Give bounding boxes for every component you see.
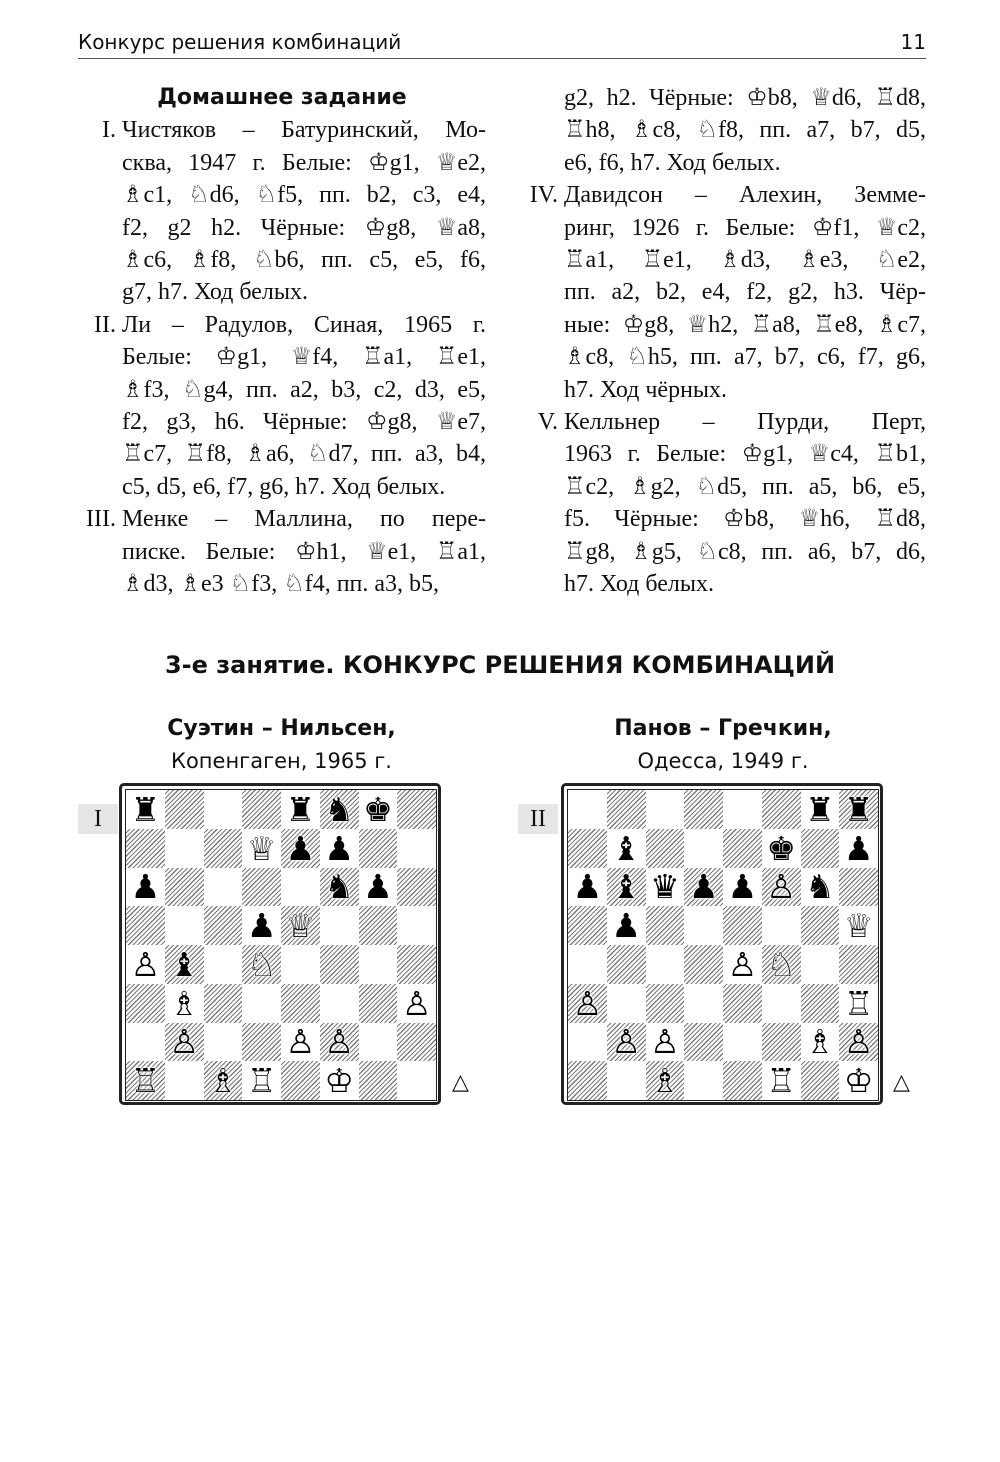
board-square bbox=[204, 984, 243, 1023]
board-square bbox=[397, 1023, 436, 1062]
homework-line-text: Чистяков – Батуринский, Мо- bbox=[122, 117, 486, 144]
black-knight-icon: ♞ bbox=[324, 790, 354, 829]
board-square bbox=[281, 829, 320, 868]
board-square bbox=[397, 945, 436, 984]
board-square bbox=[723, 868, 762, 907]
homework-line-text: Давидсон – Алехин, Земме- bbox=[564, 182, 926, 209]
homework-entry-line bbox=[78, 114, 486, 146]
white-knight-icon: ♘ bbox=[246, 945, 277, 984]
black-king-icon: ♚ bbox=[363, 790, 393, 829]
board-square bbox=[126, 1061, 165, 1100]
black-knight-icon: ♞ bbox=[324, 867, 354, 907]
homework-line-text: ♖a1, ♖e1, ♗d3, ♗e3, ♘e2, bbox=[564, 247, 926, 274]
board-square bbox=[646, 1061, 685, 1100]
board-square bbox=[839, 1023, 878, 1062]
homework-line-text: ♖c7, ♖f8, ♗a6, ♘d7, пп. a3, b4, bbox=[122, 441, 486, 468]
board-square bbox=[242, 984, 281, 1023]
board-square bbox=[684, 906, 723, 945]
white-rook-icon: ♖ bbox=[843, 983, 874, 1023]
board-square bbox=[684, 945, 723, 984]
board-square bbox=[359, 829, 398, 868]
board-square bbox=[242, 906, 281, 945]
board-square bbox=[607, 829, 646, 868]
white-pawn-icon: ♙ bbox=[650, 1022, 680, 1062]
diagram-2-label: II bbox=[518, 804, 558, 834]
board-square bbox=[359, 984, 398, 1023]
homework-line-text: писке. Белые: ♔h1, ♕e1, ♖a1, bbox=[122, 538, 486, 565]
board-square bbox=[242, 945, 281, 984]
board-square bbox=[397, 829, 436, 868]
diagram-2-heading bbox=[562, 713, 884, 777]
chessboard-2 bbox=[561, 783, 883, 1105]
homework-line-text: f5. Чёрные: ♔b8, ♕h6, ♖d8, bbox=[564, 506, 926, 533]
board-square bbox=[126, 945, 165, 984]
homework-line-text: ♗d3, ♗e3 ♘f3, ♘f4, пп. a3, b5, bbox=[122, 571, 440, 598]
board-square bbox=[281, 984, 320, 1023]
homework-left-column bbox=[78, 82, 486, 600]
board-square bbox=[684, 829, 723, 868]
board-square bbox=[801, 829, 840, 868]
board-square bbox=[607, 984, 646, 1023]
board-square bbox=[165, 790, 204, 829]
homework-line-text: ♗c6, ♗f8, ♘b6, пп. c5, e5, f6, bbox=[122, 247, 486, 274]
board-square bbox=[281, 1023, 320, 1062]
entry-number: IV. bbox=[529, 182, 558, 209]
board-square bbox=[801, 1023, 840, 1062]
board-square bbox=[397, 790, 436, 829]
black-pawn-icon: ♟ bbox=[130, 867, 161, 907]
board-square bbox=[646, 906, 685, 945]
homework-title: Домашнее задание bbox=[157, 85, 407, 110]
board-square bbox=[359, 945, 398, 984]
board-square bbox=[646, 868, 685, 907]
white-queen-icon: ♕ bbox=[843, 906, 874, 945]
board-square bbox=[359, 1023, 398, 1062]
board-square bbox=[839, 906, 878, 945]
board-square bbox=[242, 790, 281, 829]
board-square bbox=[723, 790, 762, 829]
board-square bbox=[320, 1023, 359, 1062]
homework-line-text: ♖g8, ♗g5, ♘c8, пп. a6, b7, d6, bbox=[564, 538, 926, 565]
black-pawn-icon: ♟ bbox=[688, 867, 719, 907]
board-square bbox=[242, 1023, 281, 1062]
white-pawn-icon: ♙ bbox=[843, 1022, 874, 1062]
board-square bbox=[684, 790, 723, 829]
entry-number: V. bbox=[537, 409, 558, 436]
board-square bbox=[684, 1023, 723, 1062]
homework-line-text: g7, h7. Ход белых. bbox=[122, 279, 308, 306]
board-square bbox=[839, 829, 878, 868]
board-square bbox=[204, 1061, 243, 1100]
board-square bbox=[607, 945, 646, 984]
board-square bbox=[359, 1061, 398, 1100]
homework-line-text: сква, 1947 г. Белые: ♔g1, ♕e2, bbox=[122, 149, 486, 176]
white-rook-icon: ♖ bbox=[130, 1061, 161, 1100]
diagram-1-label: I bbox=[78, 804, 118, 834]
board-square bbox=[281, 906, 320, 945]
board-square bbox=[204, 790, 243, 829]
board-square bbox=[204, 868, 243, 907]
board-square bbox=[204, 906, 243, 945]
board-square bbox=[126, 790, 165, 829]
homework-line-text: 1963 г. Белые: ♔g1, ♕c4, ♖b1, bbox=[564, 441, 926, 468]
board-square bbox=[762, 906, 801, 945]
homework-entry-line bbox=[520, 406, 926, 438]
board-square bbox=[723, 945, 762, 984]
board-square bbox=[801, 906, 840, 945]
board-square bbox=[359, 906, 398, 945]
board-square bbox=[126, 829, 165, 868]
board-square bbox=[320, 984, 359, 1023]
board-square bbox=[281, 1061, 320, 1100]
board-square bbox=[839, 790, 878, 829]
black-queen-icon: ♛ bbox=[650, 867, 680, 907]
board-square bbox=[723, 1061, 762, 1100]
board-square bbox=[607, 790, 646, 829]
board-square bbox=[165, 1061, 204, 1100]
board-square bbox=[646, 829, 685, 868]
white-pawn-icon: ♙ bbox=[169, 1022, 199, 1062]
homework-entry-line bbox=[78, 503, 486, 535]
running-header bbox=[78, 28, 926, 59]
board-square bbox=[242, 1061, 281, 1100]
homework-line-text: ринг, 1926 г. Белые: ♔f1, ♕c2, bbox=[564, 214, 926, 241]
homework-line-text: ные: ♔g8, ♕h2, ♖a8, ♖e8, ♗c7, bbox=[564, 311, 926, 338]
entry-number: I. bbox=[102, 117, 116, 144]
white-king-icon: ♔ bbox=[843, 1061, 874, 1100]
homework-line-text: Ли – Радулов, Синая, 1965 г. bbox=[122, 311, 486, 338]
board-square bbox=[397, 868, 436, 907]
board-square bbox=[165, 868, 204, 907]
black-rook-icon: ♜ bbox=[130, 790, 161, 829]
black-rook-icon: ♜ bbox=[805, 790, 835, 829]
board-square bbox=[801, 868, 840, 907]
black-rook-icon: ♜ bbox=[285, 790, 316, 829]
board-square bbox=[397, 1061, 436, 1100]
white-bishop-icon: ♗ bbox=[169, 983, 199, 1023]
white-pawn-icon: ♙ bbox=[611, 1022, 641, 1062]
black-bishop-icon: ♝ bbox=[169, 945, 199, 984]
board-square bbox=[320, 1061, 359, 1100]
white-to-move-icon: △ bbox=[452, 1070, 469, 1095]
homework-line-text: ♖h8, ♗c8, ♘f8, пп. a7, b7, d5, bbox=[564, 117, 926, 144]
white-pawn-icon: ♙ bbox=[766, 867, 796, 907]
homework-line-text: Белые: ♔g1, ♕f4, ♖a1, ♖e1, bbox=[122, 344, 486, 371]
black-pawn-icon: ♟ bbox=[611, 906, 641, 945]
board-square bbox=[762, 829, 801, 868]
black-pawn-icon: ♟ bbox=[246, 906, 277, 945]
black-pawn-icon: ♟ bbox=[324, 828, 354, 868]
homework-entry-line bbox=[520, 179, 926, 211]
board-square bbox=[762, 868, 801, 907]
chessboard-1 bbox=[119, 783, 441, 1105]
board-square bbox=[568, 868, 607, 907]
white-queen-icon: ♕ bbox=[285, 906, 316, 945]
board-square bbox=[607, 868, 646, 907]
white-queen-icon: ♕ bbox=[246, 828, 277, 868]
board-square bbox=[204, 1023, 243, 1062]
homework-line-text: c5, d5, e6, f7, g6, h7. Ход белых. bbox=[122, 473, 446, 500]
homework-right-column bbox=[520, 82, 926, 601]
board-square bbox=[568, 1061, 607, 1100]
board-square bbox=[839, 1061, 878, 1100]
board-square bbox=[126, 984, 165, 1023]
white-to-move-icon: △ bbox=[893, 1070, 910, 1095]
board-square bbox=[684, 1061, 723, 1100]
black-pawn-icon: ♟ bbox=[363, 867, 393, 907]
board-square bbox=[568, 1023, 607, 1062]
homework-line-text: f2, g2 h2. Чёрные: ♔g8, ♕a8, bbox=[122, 214, 486, 241]
board-square bbox=[801, 1061, 840, 1100]
white-rook-icon: ♖ bbox=[246, 1061, 277, 1100]
diagram-1-players: Суэтин – Нильсен, bbox=[167, 716, 396, 741]
board-square bbox=[204, 829, 243, 868]
board-square bbox=[646, 945, 685, 984]
board-square bbox=[801, 790, 840, 829]
board-square bbox=[281, 790, 320, 829]
white-rook-icon: ♖ bbox=[766, 1061, 796, 1100]
board-square bbox=[126, 906, 165, 945]
homework-line-text: g2, h2. Чёрные: ♔b8, ♕d6, ♖d8, bbox=[564, 85, 926, 111]
board-square bbox=[204, 945, 243, 984]
black-bishop-icon: ♝ bbox=[611, 867, 641, 907]
board-square bbox=[646, 790, 685, 829]
page-number: 11 bbox=[900, 30, 926, 54]
board-square bbox=[359, 868, 398, 907]
homework-line-text: h7. Ход белых. bbox=[564, 571, 714, 598]
homework-line-text: e6, f6, h7. Ход белых. bbox=[564, 149, 781, 176]
lesson-title: 3-е занятие. КОНКУРС РЕШЕНИЯ КОМБИНАЦИЙ bbox=[164, 651, 836, 679]
board-square bbox=[646, 1023, 685, 1062]
board-square bbox=[801, 984, 840, 1023]
board-square bbox=[762, 1023, 801, 1062]
homework-line-text: ♗f3, ♘g4, пп. a2, b3, c2, d3, e5, bbox=[122, 376, 486, 403]
black-pawn-icon: ♟ bbox=[572, 867, 603, 907]
board-square bbox=[281, 868, 320, 907]
homework-line-text: Менке – Маллина, по пере- bbox=[122, 506, 486, 533]
board-square bbox=[242, 829, 281, 868]
board-square bbox=[607, 1061, 646, 1100]
board-square bbox=[568, 945, 607, 984]
entry-number: III. bbox=[86, 506, 116, 533]
board-square bbox=[242, 868, 281, 907]
homework-line-text: f2, g3, h6. Чёрные: ♔g8, ♕e7, bbox=[122, 409, 486, 436]
diagram-1-heading bbox=[120, 713, 443, 777]
board-square bbox=[723, 1023, 762, 1062]
board-square bbox=[723, 906, 762, 945]
board-square bbox=[684, 984, 723, 1023]
board-square bbox=[126, 1023, 165, 1062]
board-square bbox=[646, 984, 685, 1023]
homework-line-text: Келльнер – Пурди, Перт, bbox=[564, 409, 926, 436]
board-square bbox=[320, 790, 359, 829]
board-square bbox=[281, 945, 320, 984]
board-square bbox=[762, 945, 801, 984]
board-square bbox=[839, 945, 878, 984]
board-square bbox=[607, 906, 646, 945]
homework-line-text: ♗c8, ♘h5, пп. a7, b7, c6, f7, g6, bbox=[564, 344, 926, 371]
black-pawn-icon: ♟ bbox=[727, 867, 758, 907]
diagram-2-place: Одесса, 1949 г. bbox=[637, 749, 809, 773]
black-rook-icon: ♜ bbox=[843, 790, 874, 829]
white-king-icon: ♔ bbox=[324, 1061, 354, 1100]
board-square bbox=[320, 868, 359, 907]
board-square bbox=[839, 984, 878, 1023]
board-square bbox=[684, 868, 723, 907]
homework-line-text: ♗c1, ♘d6, ♘f5, пп. b2, c3, e4, bbox=[122, 182, 486, 209]
board-square bbox=[165, 984, 204, 1023]
board-square bbox=[568, 829, 607, 868]
white-bishop-icon: ♗ bbox=[650, 1061, 680, 1100]
white-pawn-icon: ♙ bbox=[285, 1022, 316, 1062]
board-square bbox=[165, 829, 204, 868]
entry-number: II. bbox=[94, 311, 116, 338]
board-square bbox=[762, 984, 801, 1023]
black-pawn-icon: ♟ bbox=[285, 828, 316, 868]
board-square bbox=[165, 945, 204, 984]
board-square bbox=[568, 984, 607, 1023]
white-pawn-icon: ♙ bbox=[572, 983, 603, 1023]
white-pawn-icon: ♙ bbox=[324, 1022, 354, 1062]
board-square bbox=[762, 1061, 801, 1100]
black-bishop-icon: ♝ bbox=[611, 828, 641, 868]
diagram-2-players: Панов – Гречкин, bbox=[614, 716, 832, 741]
diagram-1-place: Копенгаген, 1965 г. bbox=[171, 749, 392, 773]
board-square bbox=[165, 1023, 204, 1062]
board-square bbox=[607, 1023, 646, 1062]
white-pawn-icon: ♙ bbox=[727, 945, 758, 984]
board-square bbox=[839, 868, 878, 907]
board-square bbox=[801, 945, 840, 984]
homework-line-text: пп. a2, b2, e4, f2, g2, h3. Чёр- bbox=[564, 279, 926, 306]
board-square bbox=[359, 790, 398, 829]
homework-line-text: h7. Ход чёрных. bbox=[564, 376, 728, 403]
homework-line-text: ♖c2, ♗g2, ♘d5, пп. a5, b6, e5, bbox=[564, 473, 926, 500]
board-square bbox=[568, 790, 607, 829]
white-bishop-icon: ♗ bbox=[208, 1061, 238, 1100]
board-square bbox=[320, 906, 359, 945]
board-square bbox=[165, 906, 204, 945]
board-square bbox=[762, 790, 801, 829]
board-square bbox=[397, 906, 436, 945]
black-king-icon: ♚ bbox=[766, 828, 796, 868]
black-knight-icon: ♞ bbox=[805, 867, 835, 907]
white-pawn-icon: ♙ bbox=[130, 945, 161, 984]
white-pawn-icon: ♙ bbox=[401, 983, 432, 1023]
black-pawn-icon: ♟ bbox=[843, 828, 874, 868]
board-square bbox=[568, 906, 607, 945]
running-title: Конкурс решения комбинаций bbox=[78, 30, 402, 54]
board-square bbox=[397, 984, 436, 1023]
board-square bbox=[723, 984, 762, 1023]
board-square bbox=[320, 945, 359, 984]
board-square bbox=[320, 829, 359, 868]
board-square bbox=[126, 868, 165, 907]
board-square bbox=[723, 829, 762, 868]
white-bishop-icon: ♗ bbox=[805, 1022, 835, 1062]
homework-entry-line bbox=[78, 309, 486, 341]
white-knight-icon: ♘ bbox=[766, 945, 796, 984]
